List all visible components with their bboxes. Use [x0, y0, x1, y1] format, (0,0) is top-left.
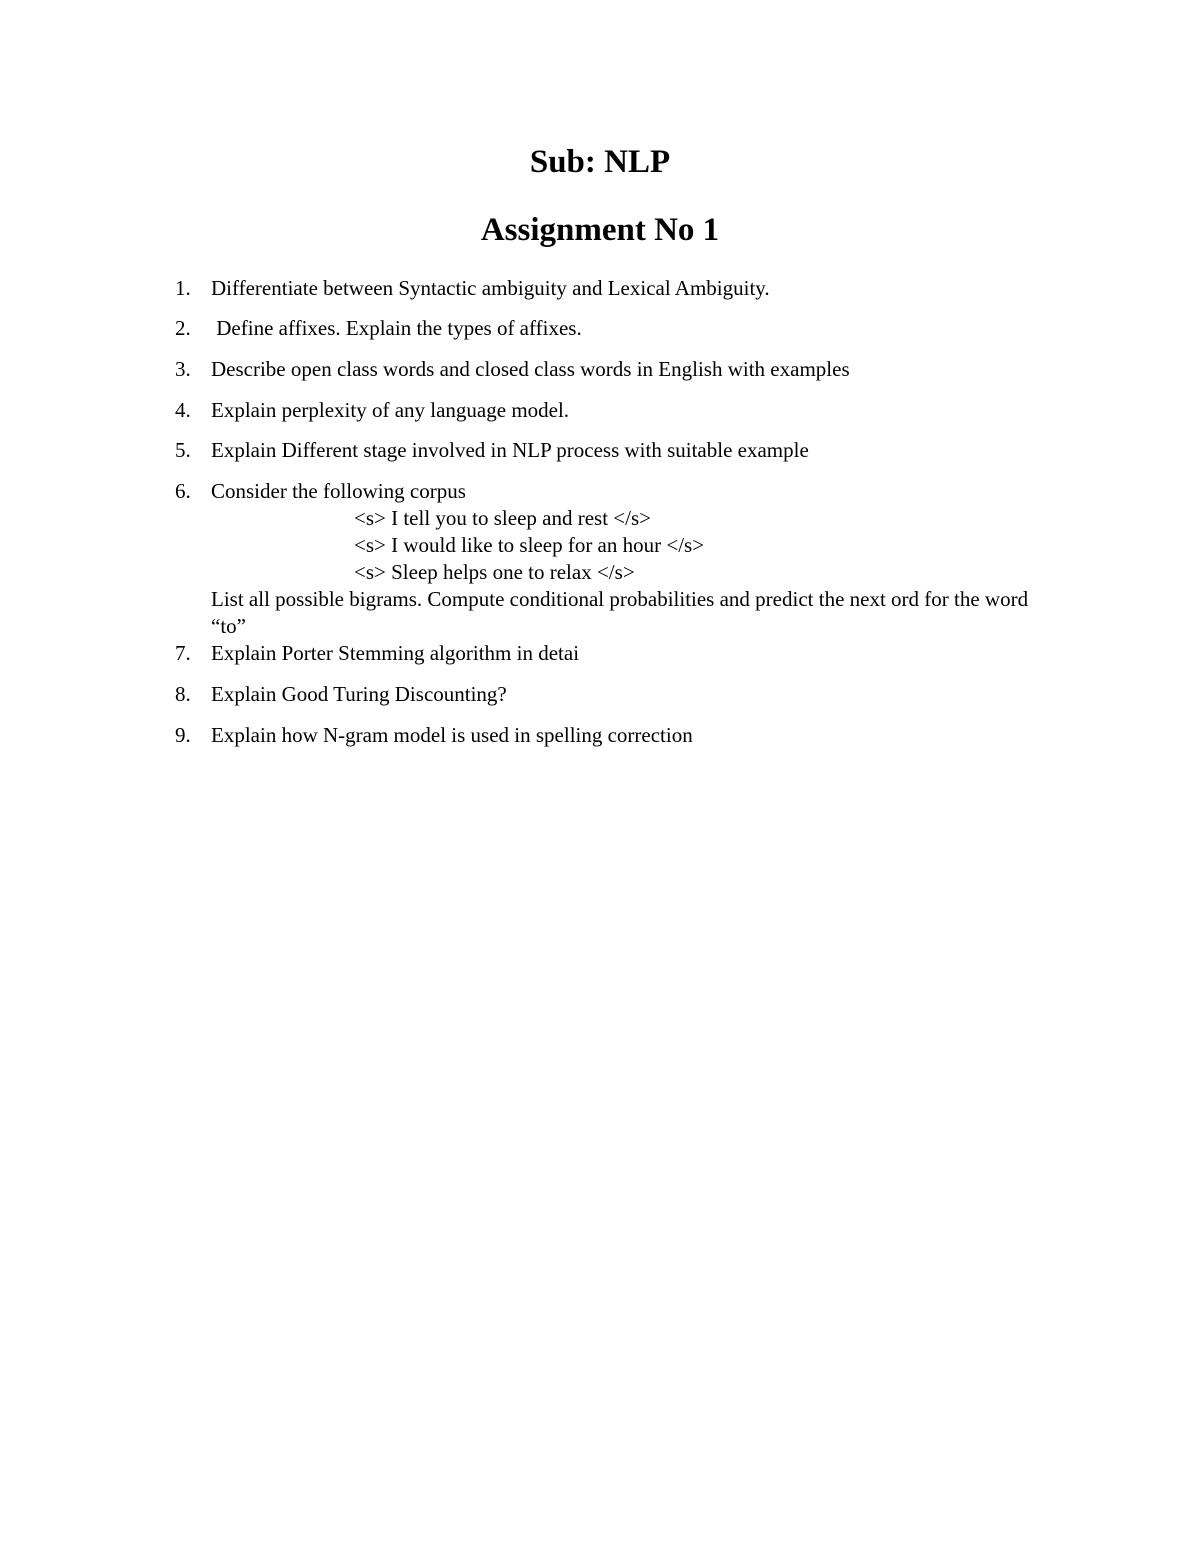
question-number: 8. — [175, 682, 191, 706]
question-number: 7. — [175, 641, 191, 665]
subject-title: Sub: NLP — [529, 144, 671, 180]
assignment-title: Assignment No 1 — [480, 212, 720, 248]
question-text: Define affixes. Explain the types of affixes. — [211, 316, 582, 340]
corpus-sentence: <s> I would like to sleep for an hour </s> — [354, 533, 705, 557]
corpus-sentence: <s> I tell you to sleep and rest </s> — [354, 506, 651, 530]
question-text: Describe open class words and closed class words in English with examples — [211, 357, 850, 381]
question-text: Explain Good Turing Discounting? — [211, 682, 507, 706]
question-number: 2. — [175, 316, 191, 340]
question-text: Consider the following corpus — [211, 479, 466, 503]
question-text: Explain Porter Stemming algorithm in detai — [211, 641, 580, 665]
question-number: 3. — [175, 357, 191, 381]
question-number: 4. — [175, 398, 191, 422]
question-text: Explain Different stage involved in NLP process with suitable example — [211, 438, 809, 462]
question-text: Explain how N-gram model is used in spelling correction — [211, 723, 693, 747]
question-number: 1. — [175, 276, 191, 300]
question-number: 9. — [175, 723, 191, 747]
question-text: Differentiate between Syntactic ambiguity and Lexical Ambiguity. — [211, 276, 770, 300]
question-text: Explain perplexity of any language model. — [211, 398, 570, 422]
question-number: 5. — [175, 438, 191, 462]
corpus-sentence: <s> Sleep helps one to relax </s> — [354, 560, 635, 584]
question-number: 6. — [175, 479, 191, 503]
corpus-question-followup: List all possible bigrams. Compute conditional probabilities and predict the next ord for the word “to” — [211, 587, 1029, 638]
